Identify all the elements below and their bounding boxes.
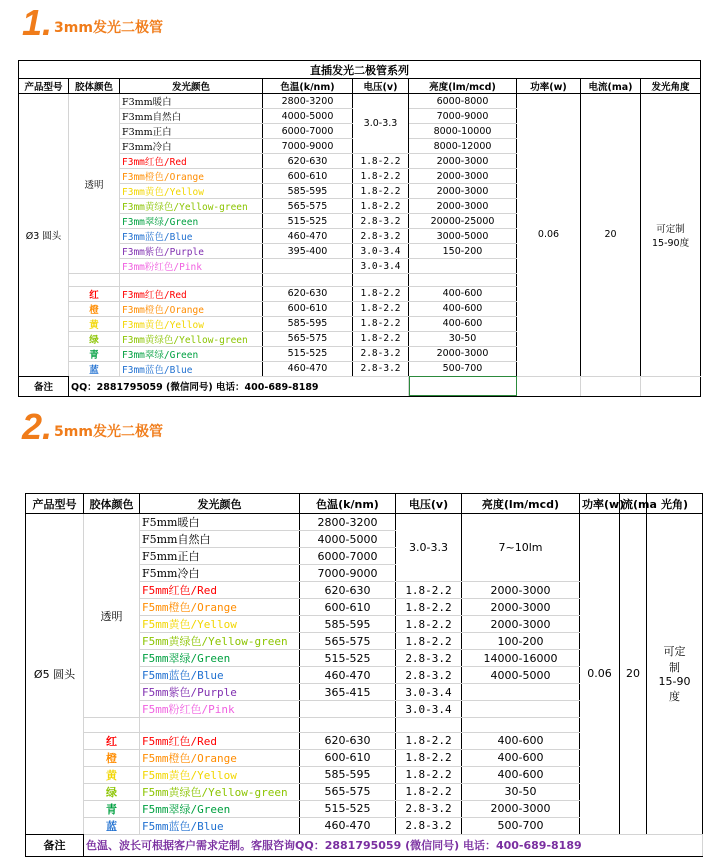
emit-color-cell[interactable]: F5mm粉红色/Pink xyxy=(140,701,300,718)
voltage-cell[interactable]: 1.8-2.2 xyxy=(353,316,409,331)
column-header[interactable]: 发光角度 xyxy=(641,79,701,94)
temp-cell[interactable]: 565-575 xyxy=(300,783,396,800)
column-header[interactable]: 产品型号 xyxy=(26,494,84,514)
lum-cell[interactable]: 20000-25000 xyxy=(409,214,517,229)
lum-cell[interactable]: 400-600 xyxy=(462,749,580,766)
emit-color-cell[interactable]: F3mm橙色/Orange xyxy=(120,169,263,184)
temp-cell[interactable]: 365-415 xyxy=(300,684,396,701)
voltage-cell[interactable]: 2.8-3.2 xyxy=(353,214,409,229)
temp-cell[interactable]: 620-630 xyxy=(263,286,353,301)
temp-cell[interactable]: 4000-5000 xyxy=(300,531,396,548)
body-color-cell[interactable]: 透明 xyxy=(69,94,120,274)
emit-color-cell[interactable]: F3mm红色/Red xyxy=(120,154,263,169)
current-cell[interactable]: 20 xyxy=(581,94,641,377)
body-color-cell[interactable]: 绿 xyxy=(69,331,120,346)
temp-cell[interactable]: 620-630 xyxy=(300,732,396,749)
angle-text: 15-90 xyxy=(658,675,691,689)
temp-cell[interactable]: 460-470 xyxy=(263,229,353,244)
lum-cell[interactable]: 8000-10000 xyxy=(409,124,517,139)
lum-cell[interactable]: 7~10lm xyxy=(462,514,580,582)
spacer-cell[interactable] xyxy=(140,718,300,733)
spacer-cell[interactable] xyxy=(84,718,140,733)
table-cell[interactable] xyxy=(641,376,701,396)
lum-cell[interactable]: 2000-3000 xyxy=(462,582,580,599)
table-row xyxy=(26,494,703,514)
table-row xyxy=(19,79,701,94)
lum-cell[interactable]: 6000-8000 xyxy=(409,94,517,109)
note-label[interactable]: 备注 xyxy=(19,376,69,396)
voltage-cell[interactable]: 3.0-3.3 xyxy=(353,94,409,154)
emit-color-cell[interactable]: F3mm冷白 xyxy=(120,139,263,154)
body-color-cell[interactable]: 透明 xyxy=(84,514,140,718)
angle-text: 制 xyxy=(669,661,680,675)
emit-color-cell[interactable]: F3mm正白 xyxy=(120,124,263,139)
voltage-cell[interactable]: 1.8-2.2 xyxy=(353,184,409,199)
body-color-cell[interactable]: 橙 xyxy=(84,749,140,766)
lum-cell[interactable]: 400-600 xyxy=(462,766,580,783)
table-row xyxy=(26,834,703,856)
column-header[interactable]: 发光颜色 xyxy=(120,79,263,94)
temp-cell[interactable]: 7000-9000 xyxy=(263,139,353,154)
voltage-cell[interactable]: 3.0-3.4 xyxy=(353,244,409,259)
emit-color-cell[interactable]: F3mm黄绿色/Yellow-green xyxy=(120,199,263,214)
temp-cell[interactable]: 6000-7000 xyxy=(263,124,353,139)
lum-cell[interactable]: 2000-3000 xyxy=(409,184,517,199)
lum-cell[interactable]: 500-700 xyxy=(409,361,517,376)
lum-cell[interactable]: 500-700 xyxy=(462,817,580,834)
section-title: 3mm发光二极管 xyxy=(54,20,163,36)
note-text[interactable]: QQ：2881795059 (微信同号) 电话：400-689-8189 xyxy=(69,376,409,396)
body-color-cell[interactable]: 绿 xyxy=(84,783,140,800)
temp-cell[interactable]: 2800-3200 xyxy=(300,514,396,531)
lum-cell[interactable]: 400-600 xyxy=(409,316,517,331)
table-title[interactable]: 直插发光二极管系列 xyxy=(19,61,701,79)
voltage-cell[interactable]: 2.8-3.2 xyxy=(353,346,409,361)
spacer-cell[interactable] xyxy=(120,274,263,287)
emit-color-cell[interactable]: F3mm自然白 xyxy=(120,109,263,124)
emit-color-cell[interactable]: F5mm正白 xyxy=(140,548,300,565)
temp-cell[interactable]: 515-525 xyxy=(300,800,396,817)
lum-cell[interactable]: 2000-3000 xyxy=(462,599,580,616)
temp-cell[interactable]: 395-400 xyxy=(263,244,353,259)
emit-color-cell[interactable]: F5mm红色/Red xyxy=(140,582,300,599)
column-header[interactable]: 产品型号 xyxy=(19,79,69,94)
emit-color-cell[interactable]: F5mm橙色/Orange xyxy=(140,599,300,616)
emit-color-cell[interactable]: F3mm蓝色/Blue xyxy=(120,361,263,376)
emit-color-cell[interactable]: F5mm红色/Red xyxy=(140,732,300,749)
spec-table-3mm xyxy=(18,60,701,397)
temp-cell[interactable]: 460-470 xyxy=(300,817,396,834)
voltage-cell[interactable]: 1.8-2.2 xyxy=(353,301,409,316)
spacer-cell[interactable] xyxy=(300,718,396,733)
emit-color-cell[interactable]: F5mm翠绿/Green xyxy=(140,800,300,817)
column-header[interactable]: 发光颜色 xyxy=(140,494,300,514)
lum-cell[interactable]: 3000-5000 xyxy=(409,229,517,244)
emit-color-cell[interactable]: F5mm黄绿色/Yellow-green xyxy=(140,633,300,650)
emit-color-cell[interactable]: F3mm翠绿/Green xyxy=(120,214,263,229)
voltage-cell[interactable]: 3.0-3.4 xyxy=(396,701,462,718)
model-cell[interactable]: Ø3 圆头 xyxy=(19,94,69,377)
lum-cell[interactable]: 2000-3000 xyxy=(409,199,517,214)
temp-cell[interactable]: 515-525 xyxy=(300,650,396,667)
table-cell[interactable] xyxy=(581,376,641,396)
temp-cell[interactable]: 620-630 xyxy=(300,582,396,599)
lum-cell[interactable]: 4000-5000 xyxy=(462,667,580,684)
emit-color-cell[interactable]: F5mm暖白 xyxy=(140,514,300,531)
voltage-cell[interactable]: 2.8-3.2 xyxy=(396,650,462,667)
temp-cell[interactable]: 600-610 xyxy=(300,599,396,616)
section-number: 2. xyxy=(22,406,53,447)
column-header[interactable]: 光角) xyxy=(647,494,703,514)
body-color-cell[interactable]: 红 xyxy=(84,732,140,749)
lum-cell[interactable]: 2000-3000 xyxy=(409,169,517,184)
voltage-cell[interactable]: 1.8-2.2 xyxy=(353,199,409,214)
emit-color-cell[interactable]: F3mm黄色/Yellow xyxy=(120,316,263,331)
lum-cell[interactable]: 14000-16000 xyxy=(462,650,580,667)
table-row xyxy=(19,376,701,396)
voltage-cell[interactable]: 1.8-2.2 xyxy=(353,331,409,346)
lum-cell[interactable]: 30-50 xyxy=(409,331,517,346)
power-cell[interactable]: 0.06 xyxy=(517,94,581,377)
angle-text: 可定 xyxy=(663,645,686,659)
voltage-cell[interactable]: 2.8-3.2 xyxy=(396,800,462,817)
voltage-cell[interactable]: 1.8-2.2 xyxy=(396,616,462,633)
temp-cell[interactable]: 565-575 xyxy=(263,199,353,214)
emit-color-cell[interactable]: F5mm紫色/Purple xyxy=(140,684,300,701)
table-cell[interactable] xyxy=(517,376,581,396)
emit-color-cell[interactable]: F3mm暖白 xyxy=(120,94,263,109)
body-color-cell[interactable]: 橙 xyxy=(69,301,120,316)
temp-cell[interactable] xyxy=(300,701,396,718)
lum-cell[interactable]: 400-600 xyxy=(409,301,517,316)
lum-cell[interactable]: 7000-9000 xyxy=(409,109,517,124)
column-header[interactable]: 电压(v) xyxy=(353,79,409,94)
voltage-cell[interactable]: 1.8-2.2 xyxy=(396,766,462,783)
column-header[interactable]: 色温(k/nm) xyxy=(300,494,396,514)
emit-color-cell[interactable]: F5mm翠绿/Green xyxy=(140,650,300,667)
angle-text: 15-90度 xyxy=(651,237,690,249)
lum-cell[interactable]: 2000-3000 xyxy=(462,616,580,633)
emit-color-cell[interactable]: F3mm黄色/Yellow xyxy=(120,184,263,199)
angle-cell[interactable] xyxy=(641,94,701,377)
emit-color-cell[interactable]: F5mm黄绿色/Yellow-green xyxy=(140,783,300,800)
lum-cell[interactable]: 150-200 xyxy=(409,244,517,259)
temp-cell[interactable]: 620-630 xyxy=(263,154,353,169)
temp-cell[interactable]: 565-575 xyxy=(300,633,396,650)
emit-color-cell[interactable]: F3mm粉红色/Pink xyxy=(120,259,263,274)
column-header[interactable]: 流(ma xyxy=(620,494,647,514)
temp-cell[interactable]: 460-470 xyxy=(300,667,396,684)
temp-cell[interactable]: 585-595 xyxy=(263,184,353,199)
temp-cell[interactable]: 6000-7000 xyxy=(300,548,396,565)
voltage-cell[interactable]: 1.8-2.2 xyxy=(353,286,409,301)
lum-cell[interactable]: 400-600 xyxy=(462,732,580,749)
spec-table-5mm xyxy=(25,493,703,857)
body-color-cell[interactable]: 红 xyxy=(69,286,120,301)
temp-cell[interactable]: 460-470 xyxy=(263,361,353,376)
spacer-cell[interactable] xyxy=(396,718,462,733)
column-header[interactable]: 功率(w) xyxy=(580,494,620,514)
lum-cell[interactable]: 2000-3000 xyxy=(462,800,580,817)
voltage-cell[interactable]: 1.8-2.2 xyxy=(353,169,409,184)
column-header[interactable]: 亮度(lm/mcd) xyxy=(462,494,580,514)
body-color-cell[interactable]: 蓝 xyxy=(69,361,120,376)
voltage-cell[interactable]: 3.0-3.4 xyxy=(353,259,409,274)
temp-cell[interactable]: 585-595 xyxy=(263,316,353,331)
lum-cell[interactable]: 100-200 xyxy=(462,633,580,650)
selected-cell[interactable] xyxy=(409,376,517,396)
section-title: 5mm发光二极管 xyxy=(54,424,163,440)
voltage-cell[interactable]: 2.8-3.2 xyxy=(353,229,409,244)
spacer-cell[interactable] xyxy=(69,274,120,287)
lum-cell[interactable]: 2000-3000 xyxy=(409,154,517,169)
power-cell[interactable]: 0.06 xyxy=(580,514,620,835)
lum-cell[interactable] xyxy=(462,701,580,718)
emit-color-cell[interactable]: F3mm紫色/Purple xyxy=(120,244,263,259)
temp-cell[interactable]: 585-595 xyxy=(300,766,396,783)
emit-color-cell[interactable]: F3mm翠绿/Green xyxy=(120,346,263,361)
emit-color-cell[interactable]: F5mm橙色/Orange xyxy=(140,749,300,766)
voltage-cell[interactable]: 1.8-2.2 xyxy=(396,783,462,800)
voltage-cell[interactable]: 1.8-2.2 xyxy=(396,732,462,749)
lum-cell[interactable]: 400-600 xyxy=(409,286,517,301)
emit-color-cell[interactable]: F3mm蓝色/Blue xyxy=(120,229,263,244)
table-row xyxy=(19,94,701,109)
emit-color-cell[interactable]: F5mm自然白 xyxy=(140,531,300,548)
emit-color-cell[interactable]: F5mm黄色/Yellow xyxy=(140,766,300,783)
emit-color-cell[interactable]: F5mm冷白 xyxy=(140,565,300,582)
voltage-cell[interactable]: 1.8-2.2 xyxy=(396,582,462,599)
lum-cell[interactable]: 30-50 xyxy=(462,783,580,800)
lum-cell[interactable]: 2000-3000 xyxy=(409,346,517,361)
column-header[interactable]: 胶体颜色 xyxy=(69,79,120,94)
spacer-cell[interactable] xyxy=(409,274,517,287)
current-cell[interactable]: 20 xyxy=(620,514,647,835)
temp-cell[interactable]: 600-610 xyxy=(263,169,353,184)
table-row xyxy=(19,61,701,79)
body-color-cell[interactable]: 黄 xyxy=(69,316,120,331)
emit-color-cell[interactable]: F5mm黄色/Yellow xyxy=(140,616,300,633)
column-header[interactable]: 电流(ma) xyxy=(581,79,641,94)
emit-color-cell[interactable]: F3mm橙色/Orange xyxy=(120,301,263,316)
column-header[interactable]: 电压(v) xyxy=(396,494,462,514)
lum-cell[interactable]: 8000-12000 xyxy=(409,139,517,154)
body-color-cell[interactable]: 蓝 xyxy=(84,817,140,834)
temp-cell[interactable]: 515-525 xyxy=(263,214,353,229)
temp-cell[interactable]: 600-610 xyxy=(263,301,353,316)
column-header[interactable]: 亮度(lm/mcd) xyxy=(409,79,517,94)
emit-color-cell[interactable]: F3mm黄绿色/Yellow-green xyxy=(120,331,263,346)
temp-cell[interactable]: 4000-5000 xyxy=(263,109,353,124)
angle-text: 度 xyxy=(669,690,680,704)
spacer-cell[interactable] xyxy=(353,274,409,287)
body-color-cell[interactable]: 黄 xyxy=(84,766,140,783)
voltage-cell[interactable]: 1.8-2.2 xyxy=(396,633,462,650)
lum-cell[interactable] xyxy=(409,259,517,274)
emit-color-cell[interactable]: F5mm蓝色/Blue xyxy=(140,667,300,684)
lum-cell[interactable] xyxy=(462,684,580,701)
voltage-cell[interactable]: 1.8-2.2 xyxy=(396,599,462,616)
note-text[interactable]: 色温、波长可根据客户需求定制。客服咨询QQ：2881795059 (微信同号) 电话：400-689-8189 xyxy=(84,834,703,856)
voltage-cell[interactable]: 3.0-3.4 xyxy=(396,684,462,701)
temp-cell[interactable]: 515-525 xyxy=(263,346,353,361)
section-number: 1. xyxy=(22,2,53,43)
temp-cell[interactable]: 2800-3200 xyxy=(263,94,353,109)
temp-cell[interactable] xyxy=(263,259,353,274)
table-row xyxy=(26,514,703,531)
spacer-cell[interactable] xyxy=(263,274,353,287)
angle-cell[interactable] xyxy=(647,514,703,835)
voltage-cell[interactable]: 1.8-2.2 xyxy=(396,749,462,766)
temp-cell[interactable]: 565-575 xyxy=(263,331,353,346)
temp-cell[interactable]: 7000-9000 xyxy=(300,565,396,582)
voltage-cell[interactable]: 1.8-2.2 xyxy=(353,154,409,169)
section-heading-3mm xyxy=(22,2,163,43)
column-header[interactable]: 色温(k/nm) xyxy=(263,79,353,94)
column-header[interactable]: 胶体颜色 xyxy=(84,494,140,514)
emit-color-cell[interactable]: F5mm蓝色/Blue xyxy=(140,817,300,834)
note-label[interactable]: 备注 xyxy=(26,834,84,856)
emit-color-cell[interactable]: F3mm红色/Red xyxy=(120,286,263,301)
body-color-cell[interactable]: 青 xyxy=(84,800,140,817)
voltage-cell[interactable]: 2.8-3.2 xyxy=(396,817,462,834)
model-cell[interactable]: Ø5 圆头 xyxy=(26,514,84,835)
voltage-cell[interactable]: 2.8-3.2 xyxy=(396,667,462,684)
temp-cell[interactable]: 600-610 xyxy=(300,749,396,766)
body-color-cell[interactable]: 青 xyxy=(69,346,120,361)
section-heading-5mm xyxy=(22,406,163,447)
angle-text: 可定制 xyxy=(656,223,685,235)
spacer-cell[interactable] xyxy=(462,718,580,733)
temp-cell[interactable]: 585-595 xyxy=(300,616,396,633)
column-header[interactable]: 功率(w) xyxy=(517,79,581,94)
voltage-cell[interactable]: 3.0-3.3 xyxy=(396,514,462,582)
voltage-cell[interactable]: 2.8-3.2 xyxy=(353,361,409,376)
